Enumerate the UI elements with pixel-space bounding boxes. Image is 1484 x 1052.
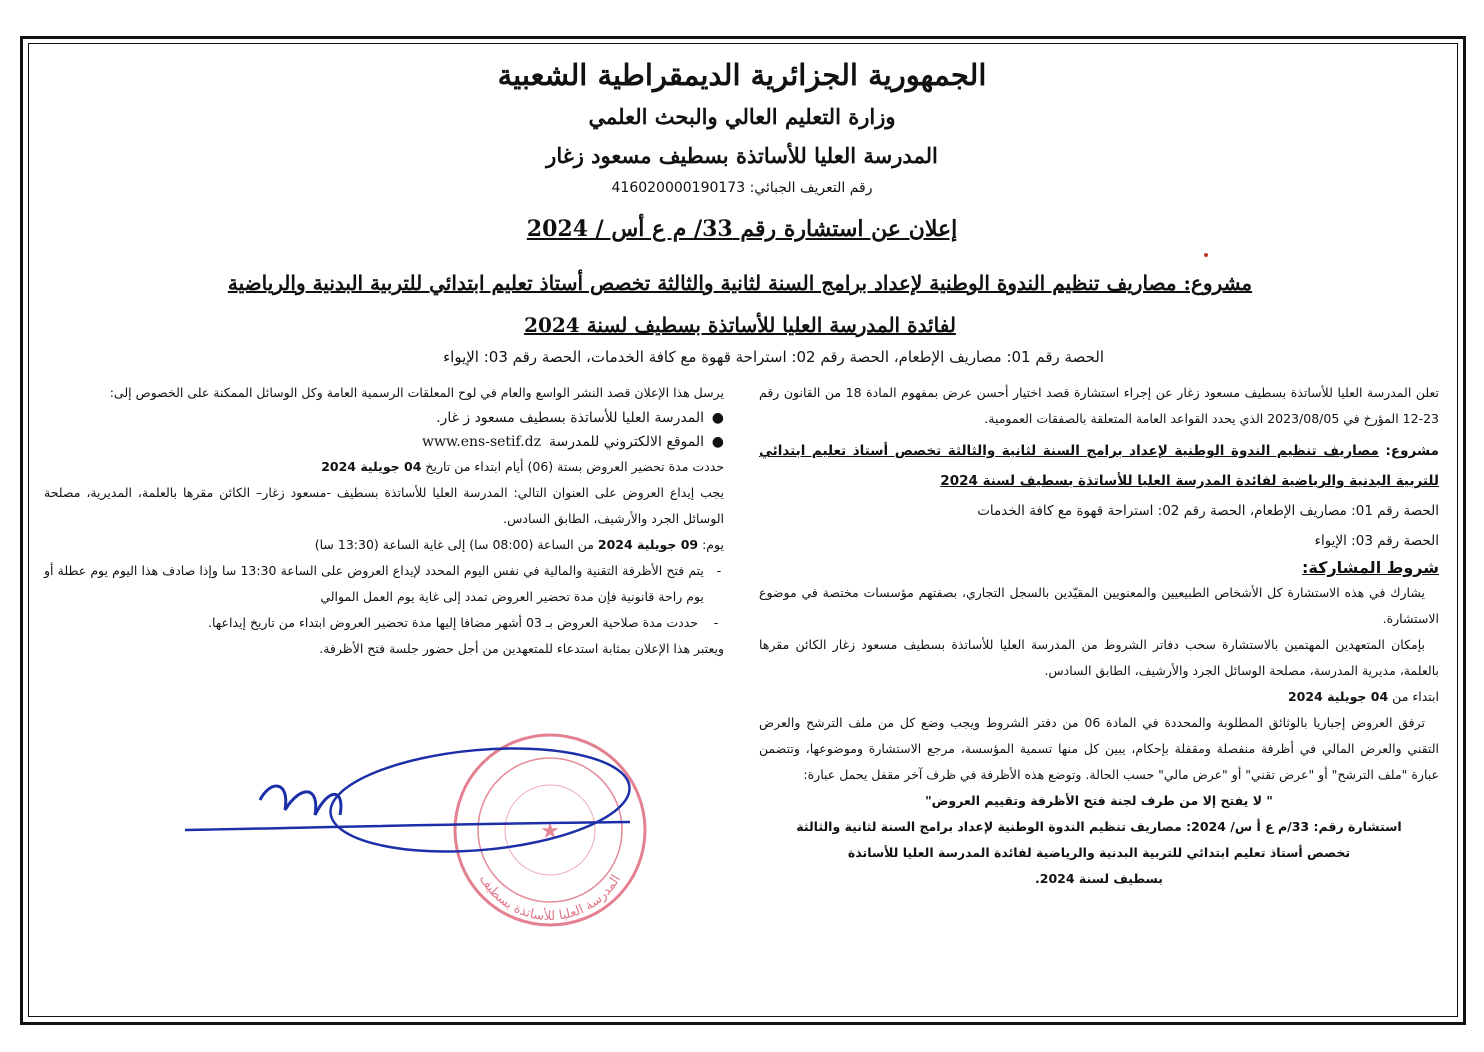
day-rest: من الساعة (08:00 سا) إلى غاية الساعة (13:30 سا) [314,537,598,552]
svg-text:★: ★ [540,819,560,844]
day-label: يوم: [698,537,724,552]
project-line-1: مشروع: مصاريف تنظيم الندوة الوطنية لإعداد برامج السنة لثانية والثالثة تخصص أستاذ تعليم ابتدائي للتربية البدنية والرياضية [227,271,1253,295]
start-date: 04 جويلية 2024 [1287,689,1389,704]
list-item-text: يتم فتح الأظرفة التقنية والمالية في نفس اليوم المحدد لإيداع العروض على الساعة 13:30 سا وإذا صادف هذا اليوم يوم عطلة أو يوم راحة قانونية فإن مدة تحضير العروض تمدد إلى غاية يوم العمل الموالي [44,563,704,604]
list-item-opening [44,558,724,610]
conditions-paragraph-1: يشارك في هذه الاستشارة كل الأشخاص الطبيعيين والمعنويين المقيّدين بالسجل التجاري، بصفتهم مؤسسات مختصة في موضوع الاستشارة. [759,585,1439,626]
right-column [759,380,1439,892]
reference-line-3: بسطيف لسنة 2024. [1035,871,1163,886]
conditions-paragraph-2: بإمكان المتعهدين المهتمين بالاستشارة سحب دفاتر الشروط من المدرسة العليا للأساتذة بسطيف مسعود زغار الكائن مقرها بالعلمة، مديرية المدرسة، مصلحة الوسائل الجرد والأرشيف، الطابق السادس. [759,637,1439,678]
stamp-text: المدرسة العليا للأساتذة بسطيف [476,872,624,925]
bullet-item-school [44,406,724,430]
tax-id: رقم التعريف الجبائي: 416020000190173 [611,180,873,196]
conditions-title: شروط المشاركة: [1302,558,1439,577]
period-text: حددت مدة تحضير العروض بستة (06) أيام ابتداء من تاريخ [421,459,724,474]
lots-1-2: الحصة رقم 01: مصاريف الإطعام، الحصة رقم 02: استراحة قهوة مع كافة الخدمات [977,503,1439,519]
deposit-day-line [44,532,724,558]
deposit-paragraph: يجب إيداع العروض على العنوان التالي: المدرسة العليا للأساتذة بسطيف -مسعود زغار– الكائن مقرها بالعلمة، المديرية، مصلحة الوسائل الجرد والأرشيف، الطابق السادس. [44,485,724,526]
ink-dot [1204,253,1208,257]
project-text: مصاريف تنظيم الندوة الوطنية لإعداد برامج السنة لثانية والثالثة تخصص أستاذ تعليم ابتدائي للتربية البدنية والرياضية لفائدة المدرسة العليا للأساتذة بسطيف لسنة 2024 [759,443,1439,489]
publish-intro: يرسل هذا الإعلان قصد النشر الواسع والعام في لوح المعلقات الرسمية العامة وكل الوسائل الممكنة على الخصوص إلى: [109,385,724,400]
project-line-2: لفائدة المدرسة العليا للأساتذة بسطيف لسنة 2024 [524,313,956,337]
school-title: المدرسة العليا للأساتذة بسطيف مسعود زغار [546,143,938,168]
list-item-text: حددت مدة صلاحية العروض بـ 03 أشهر مضافا إليها مدة تحضير العروض ابتداء من تاريخ إيداعها. [207,615,698,630]
republic-title: الجمهورية الجزائرية الديمقراطية الشعبية [497,58,987,92]
left-column [44,380,724,662]
start-date-line [759,684,1439,710]
announcement-title: إعلان عن استشارة رقم 33/ م ع أس / 2024 [526,216,958,242]
period-date: 04 جويلية 2024 [321,459,422,474]
ministry-title: وزارة التعليم العالي والبحث العلمي [588,104,896,129]
start-prefix: ابتداء من [1388,689,1439,704]
handwritten-signature [180,740,640,860]
bullet-item-website [44,430,724,454]
bullet-text: الموقع الالكتروني للمدرسة [548,434,704,450]
bullet-text: المدرسة العليا للأساتذة بسطيف مسعود ز غار. [436,410,704,426]
bullet-dot-icon: ● [711,434,724,450]
list-item-validity [44,610,724,636]
dash-icon: - [713,615,719,630]
bullet-dot-icon: ● [711,410,724,426]
reference-line-1: استشارة رقم: 33/م ع أ س/ 2024: مصاريف تنظيم الندوة الوطنية لإعداد برامج السنة لثانية والثالثة [796,819,1402,834]
day-date: 09 جويلية 2024 [597,537,699,552]
closing-paragraph: ويعتبر هذا الإعلان بمثابة استدعاء للمتعهدين من أجل حضور جلسة فتح الأظرفة. [319,641,724,656]
dash-icon: - [716,563,722,578]
offers-paragraph: ترفق العروض إجباريا بالوثائق المطلوبة والمحددة في المادة 06 من دفتر الشروط ويجب وضع كل من ملف الترشح والعرض التقني والعرض المالي في أظرفة منفصلة ومقفلة بإحكام، يبين كل منها تسمية المؤسسة، مرجع الاستشارة وموضوعها، وتتضمن عبارة "ملف الترشح" أو "عرض تقني" أو "عرض مالي" حسب الحالة. وتوضع هذه الأظرفة في ظرف آخر مقفل يحمل عبارة: [759,715,1439,782]
envelope-quote: " لا يفتح إلا من طرف لجنة فتح الأظرفة وتقييم العروض" [925,793,1273,808]
reference-line-2: تخصص أستاذ تعليم ابتدائي للتربية البدنية والرياضية لفائدة المدرسة العليا للأساتذة [847,845,1351,860]
project-paragraph [759,436,1439,496]
intro-paragraph: تعلن المدرسة العليا للأساتذة بسطيف مسعود زغار عن إجراء استشارة قصد اختيار أحسن عرض بمفهوم المادة 18 من القانون رقم 23-12 المؤرخ في 2023/08/05 الذي يحدد القواعد العامة المتعلقة بالصفقات العمومية. [759,385,1439,426]
lots-summary: الحصة رقم 01: مصاريف الإطعام، الحصة رقم 02: استراحة قهوة مع كافة الخدمات، الحصة رقم 03: الإيواء [443,348,1104,366]
project-label: مشروع: [1385,443,1439,459]
lot-3: الحصة رقم 03: الإيواء [1314,533,1439,549]
website-link[interactable]: www.ens-setif.dz [421,434,541,450]
period-line [44,454,724,480]
project-heading [190,262,1290,346]
